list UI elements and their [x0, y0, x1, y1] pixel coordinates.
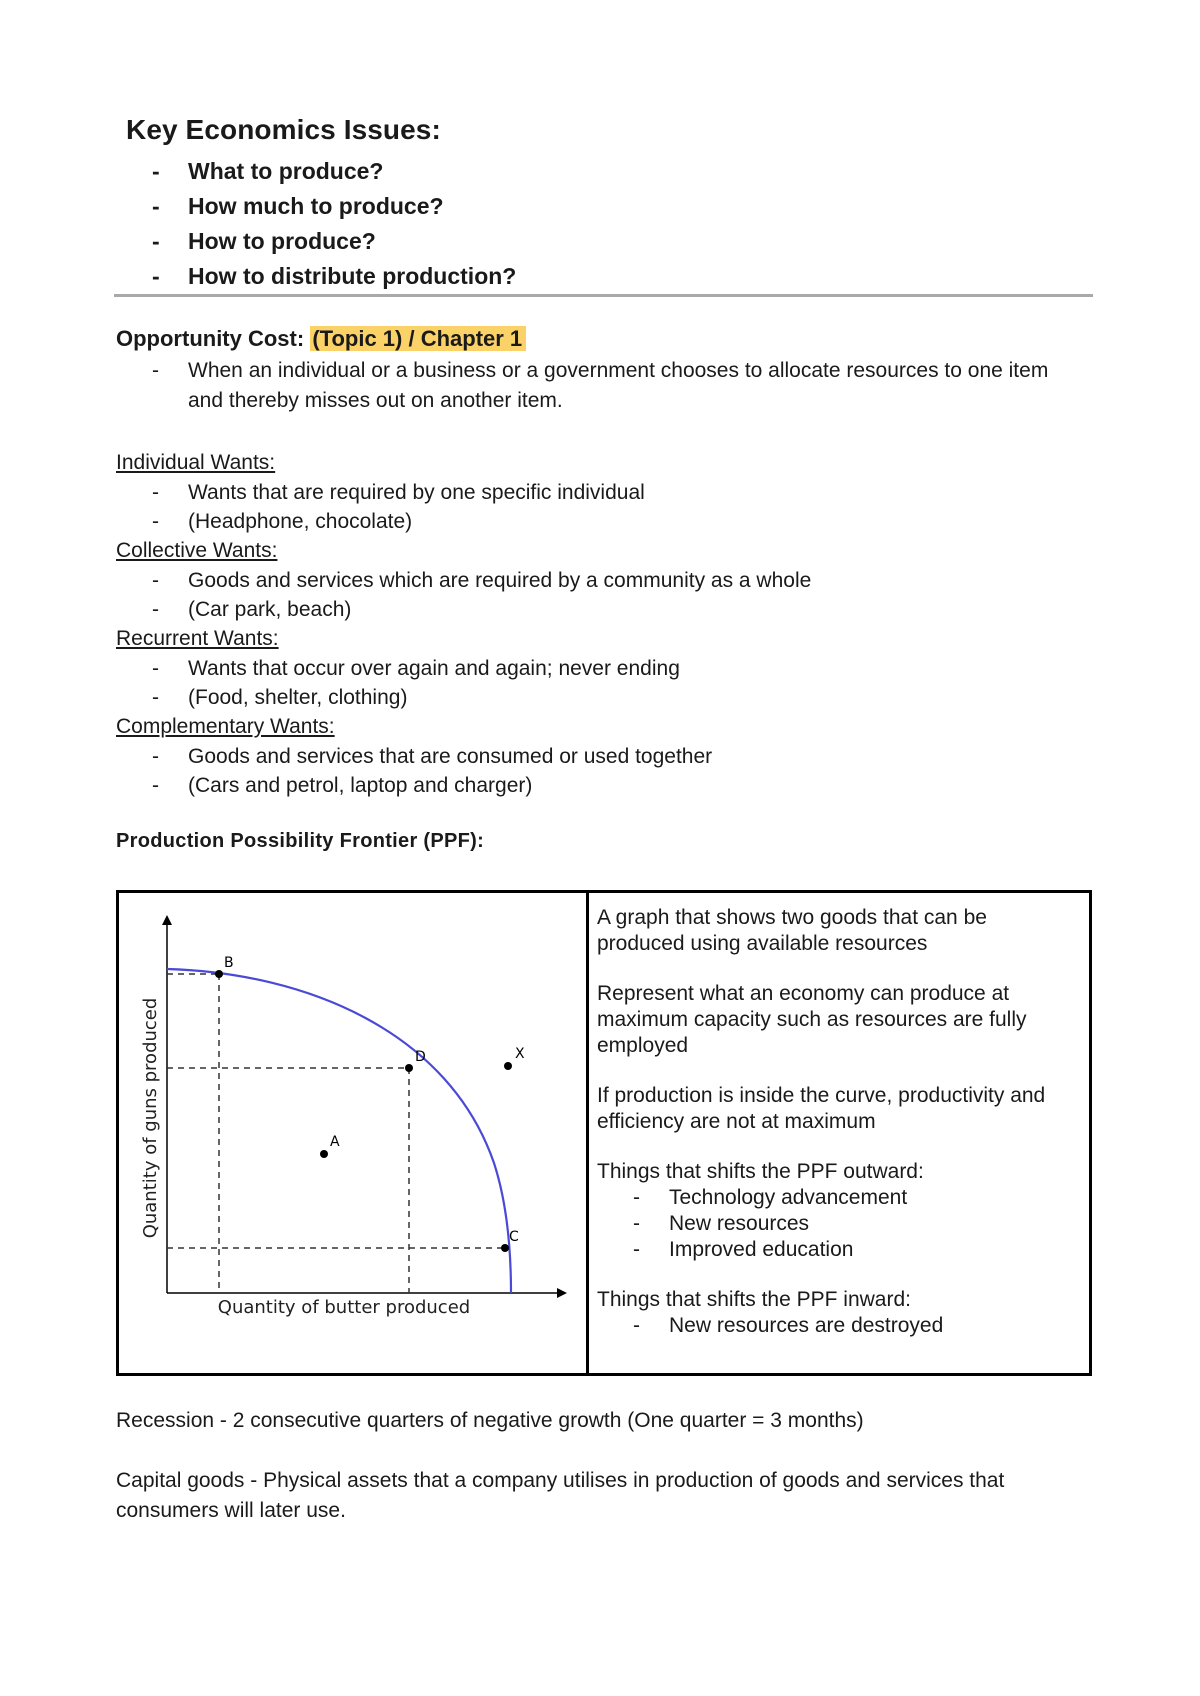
inward-shift-list	[597, 1313, 1077, 1339]
point-a	[320, 1150, 328, 1158]
point-d-label: D	[415, 1049, 426, 1065]
bullet-dash: -	[152, 745, 159, 768]
point-d	[405, 1064, 413, 1072]
list-item: - Technology advancement	[633, 1186, 908, 1209]
inward-shift-title: Things that shifts the PPF inward:	[597, 1288, 911, 1311]
key-issues-list	[152, 154, 516, 294]
wants-category-title: Collective Wants:	[116, 539, 278, 562]
y-axis-label: Quantity of guns produced	[140, 997, 161, 1239]
ppf-inside-note: If production is inside the curve, productivity and efficiency are not at maximum	[597, 1084, 1046, 1133]
table-divider	[586, 893, 589, 1373]
outward-shift-list	[597, 1185, 1077, 1263]
wants-list	[116, 654, 1076, 712]
opportunity-cost-list	[116, 356, 1076, 416]
ppf-definition: A graph that shows two goods that can be produced using available resources	[597, 906, 987, 955]
list-item: - How much to produce?	[152, 189, 516, 224]
opportunity-cost-heading	[116, 326, 526, 352]
point-x-label: X	[515, 1046, 525, 1062]
bullet-dash: -	[152, 158, 160, 184]
bullet-dash: -	[633, 1238, 640, 1261]
opportunity-cost-label: Opportunity Cost:	[116, 326, 305, 351]
wants-category	[116, 712, 1076, 800]
point-b	[215, 970, 223, 978]
bullet-dash: -	[152, 510, 159, 533]
key-issues-title: Key Economics Issues:	[126, 114, 441, 145]
list-item: - Goods and services which are required by a community as a whole	[116, 566, 1076, 595]
wants-category-title: Recurrent Wants:	[116, 627, 279, 650]
bullet-dash: -	[152, 359, 159, 382]
list-item: - How to produce?	[152, 224, 516, 259]
list-item: - When an individual or a business or a government chooses to allocate resources to one item and thereby misses out on another item.	[116, 356, 1076, 416]
list-item: - Wants that are required by one specific individual	[116, 478, 1076, 507]
list-item: - (Food, shelter, clothing)	[116, 683, 1076, 712]
list-item: - New resources are destroyed	[633, 1314, 944, 1337]
bullet-dash: -	[633, 1186, 640, 1209]
ppf-table	[116, 890, 1092, 1376]
bullet-dash: -	[152, 657, 159, 680]
bullet-dash: -	[633, 1314, 640, 1337]
x-axis-label: Quantity of butter produced	[217, 1297, 471, 1318]
list-item: - (Cars and petrol, laptop and charger)	[116, 771, 1076, 800]
bullet-dash: -	[152, 774, 159, 797]
bullet-dash: -	[152, 569, 159, 592]
bullet-dash: -	[152, 193, 160, 219]
list-item: - Goods and services that are consumed or used together	[116, 742, 1076, 771]
list-item: - How to distribute production?	[152, 259, 516, 294]
point-c	[501, 1244, 509, 1252]
bullet-dash: -	[152, 228, 160, 254]
wants-section	[116, 448, 1076, 800]
wants-category	[116, 624, 1076, 712]
ppf-heading: Production Possibility Frontier (PPF):	[116, 830, 485, 852]
wants-category-title: Individual Wants:	[116, 451, 276, 474]
list-item: - What to produce?	[152, 154, 516, 189]
recession-definition: Recession - 2 consecutive quarters of negative growth (One quarter = 3 months)	[116, 1409, 864, 1432]
wants-category	[116, 536, 1076, 624]
list-item: - (Car park, beach)	[116, 595, 1076, 624]
wants-list	[116, 478, 1076, 536]
point-x	[504, 1062, 512, 1070]
wants-category-title: Complementary Wants:	[116, 715, 335, 738]
outward-shift-title: Things that shifts the PPF outward:	[597, 1160, 924, 1183]
point-c-label: C	[509, 1229, 519, 1245]
topic-highlight: (Topic 1) / Chapter 1	[310, 326, 526, 351]
wants-category	[116, 448, 1076, 536]
bullet-dash: -	[633, 1212, 640, 1235]
list-item: - Improved education	[633, 1238, 854, 1261]
list-item: - New resources	[633, 1212, 810, 1235]
point-a-label: A	[330, 1134, 340, 1150]
bullet-dash: -	[152, 263, 160, 289]
wants-list	[116, 566, 1076, 624]
ppf-capacity-note: Represent what an economy can produce at maximum capacity such as resources are fully employed	[597, 982, 1027, 1057]
bullet-dash: -	[152, 598, 159, 621]
wants-list	[116, 742, 1076, 800]
ppf-description	[597, 905, 1077, 1363]
horizontal-rule	[114, 294, 1093, 297]
list-item: - (Headphone, chocolate)	[116, 507, 1076, 536]
point-b-label: B	[224, 955, 234, 971]
capital-goods-definition: Capital goods - Physical assets that a company utilises in production of goods and services that consumers will later use.	[116, 1469, 1005, 1522]
bullet-dash: -	[152, 686, 159, 709]
list-item: - Wants that occur over again and again; never ending	[116, 654, 1076, 683]
ppf-graph	[119, 893, 586, 1373]
bullet-dash: -	[152, 481, 159, 504]
